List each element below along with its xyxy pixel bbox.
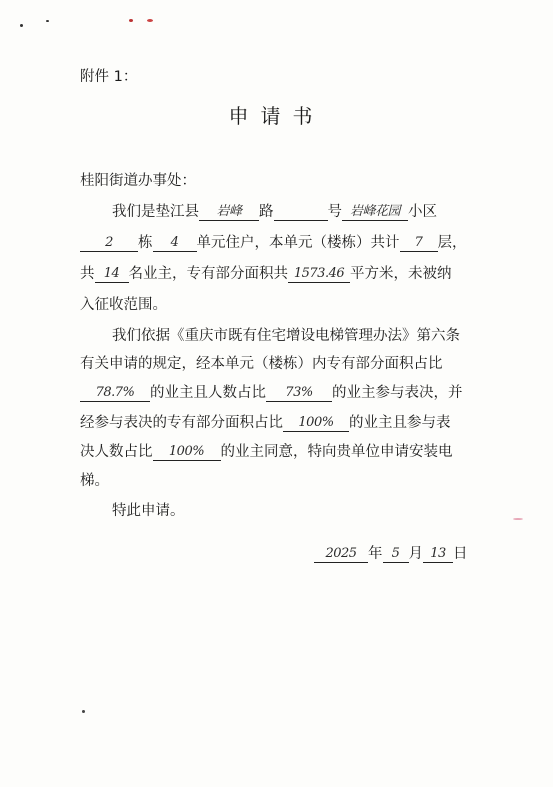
handwritten-people-ratio: 73% — [285, 385, 313, 400]
text-segment: 的业主参与表决，并 — [332, 385, 463, 401]
handwritten-building: 2 — [105, 235, 113, 250]
area-ratio-blank — [80, 384, 150, 402]
agree-area-blank — [283, 414, 349, 432]
ink-speck — [147, 19, 153, 22]
building-blank — [80, 234, 138, 252]
paragraph-2-line-4 — [80, 414, 451, 432]
handwritten-area-ratio: 78.7% — [95, 385, 135, 400]
text-segment: 路 — [259, 204, 274, 220]
county-blank — [199, 203, 259, 221]
text-segment: 年 — [368, 546, 383, 562]
text-segment: 的业主同意，特向贵单位申请安装电 — [220, 444, 453, 460]
handwritten-county: 岩峰 — [216, 204, 242, 219]
addressee: 桂阳街道办事处： — [80, 173, 196, 189]
ink-speck — [129, 19, 133, 22]
handwritten-unit: 4 — [170, 235, 179, 250]
paragraph-2-line-6: 梯。 — [80, 473, 109, 489]
text-segment: 单元住户，本单元（楼栋）共计 — [196, 235, 400, 251]
handwritten-month: 5 — [391, 546, 400, 561]
owners-blank — [95, 265, 129, 283]
text-segment: 经参与表决的专有部分面积占比 — [80, 415, 283, 431]
closing-text: 特此申请。 — [112, 503, 185, 519]
attachment-label: 附件 1： — [80, 69, 138, 85]
ink-speck — [513, 518, 523, 520]
text-segment: 的业主且参与表 — [349, 415, 451, 431]
handwritten-agree-area: 100% — [298, 415, 334, 430]
text-segment: 名业主，专有部分面积共 — [128, 266, 288, 282]
paragraph-1-line-1 — [112, 203, 437, 221]
handwritten-owners: 14 — [103, 266, 120, 281]
text-segment: 平方米，未被纳 — [350, 266, 452, 282]
paragraph-2-line-2: 有关申请的规定，经本单元（楼栋）内专有部分面积占比 — [80, 356, 443, 372]
text-segment: 栋 — [138, 235, 153, 251]
paragraph-1-line-4: 入征收范围。 — [80, 297, 167, 313]
paragraph-2-line-5 — [80, 443, 453, 461]
year-blank — [314, 545, 368, 563]
ink-speck — [46, 20, 49, 22]
handwritten-year: 2025 — [325, 546, 357, 561]
people-ratio-blank — [266, 384, 332, 402]
text-segment: 层， — [437, 235, 467, 251]
handwritten-estate: 岩峰花园 — [349, 204, 400, 219]
road-number-blank — [274, 203, 328, 221]
area-blank — [288, 265, 350, 283]
ink-speck — [82, 710, 85, 713]
text-segment: 的业主且人数占比 — [150, 385, 266, 401]
agree-people-blank — [153, 443, 221, 461]
ink-speck — [20, 24, 23, 27]
text-segment: 月 — [408, 546, 423, 562]
paragraph-2-line-1: 我们依据《重庆市既有住宅增设电梯管理办法》第六条 — [112, 328, 460, 344]
estate-blank — [342, 203, 408, 221]
text-segment: 共 — [80, 266, 95, 282]
handwritten-day: 13 — [430, 546, 446, 561]
handwritten-agree-people: 100% — [168, 444, 205, 459]
month-blank — [383, 545, 409, 563]
document-title: 申请书 — [228, 104, 325, 128]
text-segment: 号 — [327, 204, 342, 220]
paragraph-2-line-3 — [80, 384, 463, 402]
floors-blank — [400, 234, 438, 252]
unit-blank — [153, 234, 197, 252]
day-blank — [423, 545, 453, 563]
paragraph-1-line-2 — [80, 234, 467, 252]
paragraph-1-line-3 — [80, 265, 452, 283]
date-line — [314, 545, 468, 563]
text-segment: 日 — [453, 546, 468, 562]
handwritten-area: 1573.46 — [293, 266, 345, 281]
handwritten-floors: 7 — [414, 235, 423, 250]
text-segment: 我们是垫江县 — [112, 204, 199, 220]
text-segment: 决人数占比 — [80, 444, 153, 460]
text-segment: 小区 — [408, 204, 437, 220]
